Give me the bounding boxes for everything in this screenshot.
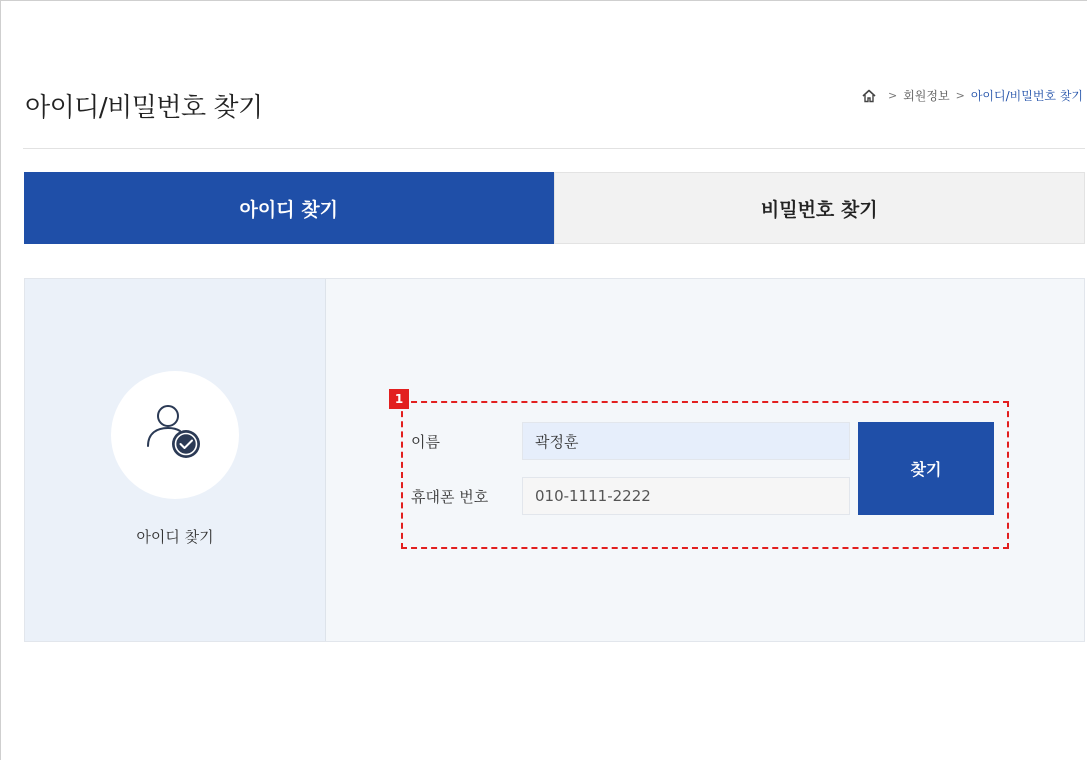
panel-sidebar (25, 279, 326, 641)
find-id-panel (24, 278, 1085, 642)
title-divider (23, 148, 1085, 149)
phone-input[interactable]: 010-1111-2222 (522, 477, 850, 515)
name-input[interactable]: 곽정훈 (522, 422, 850, 460)
panel-label: 아이디 찾기 (136, 528, 214, 546)
breadcrumb-item-current: 아이디/비밀번호 찾기 (970, 89, 1083, 103)
annotation-badge: 1 (389, 389, 409, 409)
name-label: 이름 (411, 433, 440, 451)
breadcrumb-item-member-info[interactable]: 회원정보 (903, 89, 950, 103)
breadcrumb (862, 87, 1083, 104)
tab-find-id[interactable]: 아이디 찾기 (24, 172, 554, 244)
breadcrumb-separator: > (955, 89, 965, 102)
phone-label: 휴대폰 번호 (411, 488, 489, 506)
page-title: 아이디/비밀번호 찾기 (25, 93, 263, 123)
home-icon[interactable] (862, 89, 876, 103)
tab-bar (24, 172, 1085, 244)
breadcrumb-separator: > (888, 89, 898, 102)
form-area (326, 279, 1084, 641)
find-button[interactable]: 찾기 (858, 422, 994, 515)
icon-circle (111, 371, 239, 499)
user-check-icon (142, 400, 208, 470)
tab-find-password[interactable]: 비밀번호 찾기 (554, 172, 1086, 244)
